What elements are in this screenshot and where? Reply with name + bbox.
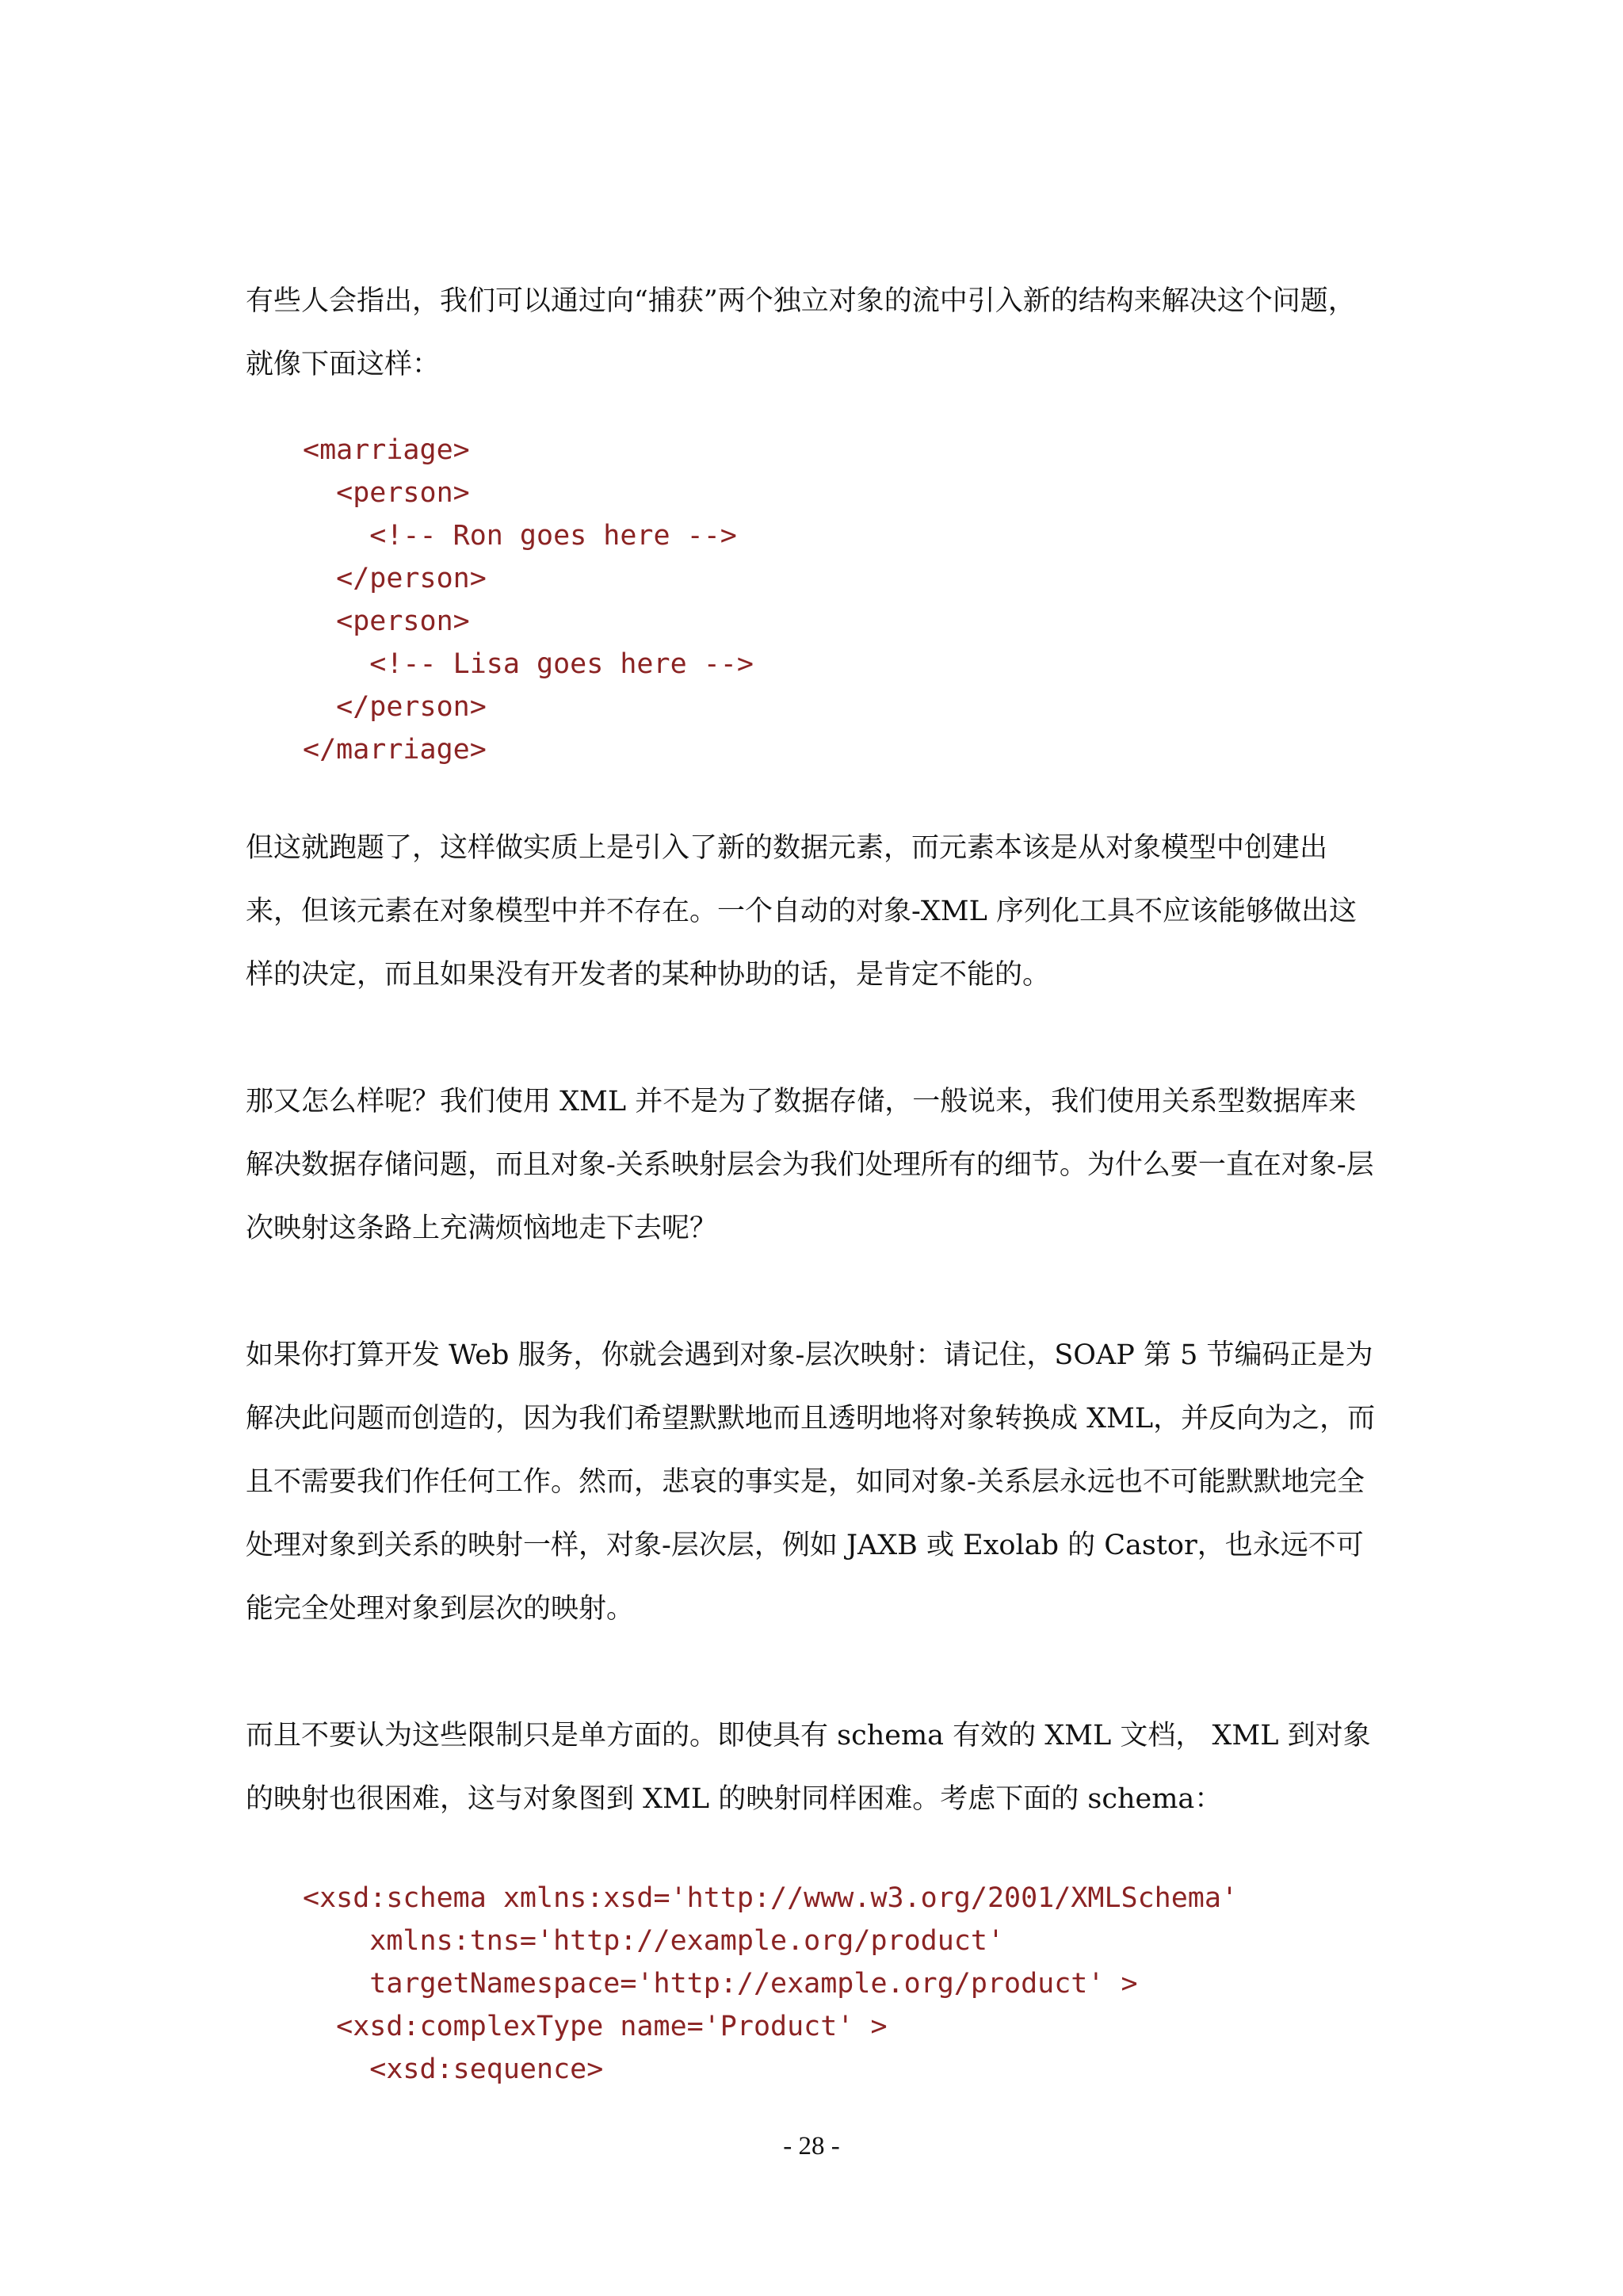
- paragraph-serialization: 但这就跑题了，这样做实质上是引入了新的数据元素，而元素本该是从对象模型中创建出来，但该元素在对象模型中并不存在。一个自动的对象-XML 序列化工具不应该能够做出这样的决定，而且如果没有开发者的某种协助的话，是肯定不能的。: [246, 832, 1357, 991]
- code-line: <!-- Lisa goes here -->: [303, 648, 754, 680]
- code-line: <xsd:sequence>: [303, 2053, 604, 2085]
- code-line: <person>: [303, 477, 470, 509]
- code-line: xmlns:tns='http://example.org/product': [303, 1925, 1005, 1957]
- code-line: <person>: [303, 606, 470, 637]
- code-line: <xsd:complexType name='Product' >: [303, 2011, 888, 2042]
- code-line: </person>: [303, 563, 487, 594]
- code-line: <xsd:schema xmlns:xsd='http://www.w3.org/2001/XMLSchema': [303, 1882, 1239, 1914]
- paragraph-web-services: 如果你打算开发 Web 服务，你就会遇到对象-层次映射：请记住，SOAP 第 5 节编码正是为解决此问题而创造的，因为我们希望默默地而且透明地将对象转换成 XML，并反向为之，而且不需要我们作任何工作。然而，悲哀的事实是，如同对象-关系层永远也不可能默默地完全处理对象到关系的映射一样，对象-层次层，例如 JAXB 或 Exolab 的 Castor，也永远不可能完全处理对象到层次的映射。: [246, 1339, 1376, 1625]
- code-line: <!-- Ron goes here -->: [303, 520, 737, 552]
- page-number: - 28 -: [783, 2132, 840, 2160]
- code-line: <marriage>: [303, 434, 470, 466]
- paragraph-data-storage: 那又怎么样呢？我们使用 XML 并不是为了数据存储，一般说来，我们使用关系型数据库来解决数据存储问题，而且对象-关系映射层会为我们处理所有的细节。为什么要一直在对象-层次映射这条路上充满烦恼地走下去呢？: [246, 1086, 1374, 1244]
- code-line: </person>: [303, 691, 487, 723]
- paragraph-intro: 有些人会指出，我们可以通过向“捕获”两个独立对象的流中引入新的结构来解决这个问题，就像下面这样：: [246, 285, 1356, 380]
- code-line: </marriage>: [303, 734, 487, 766]
- paragraph-schema-intro: 而且不要认为这些限制只是单方面的。即使具有 schema 有效的 XML 文档， XML 到对象的映射也很困难，这与对象图到 XML 的映射同样困难。考虑下面的 schema：: [246, 1720, 1371, 1815]
- code-line: targetNamespace='http://example.org/product' >: [303, 1968, 1138, 2000]
